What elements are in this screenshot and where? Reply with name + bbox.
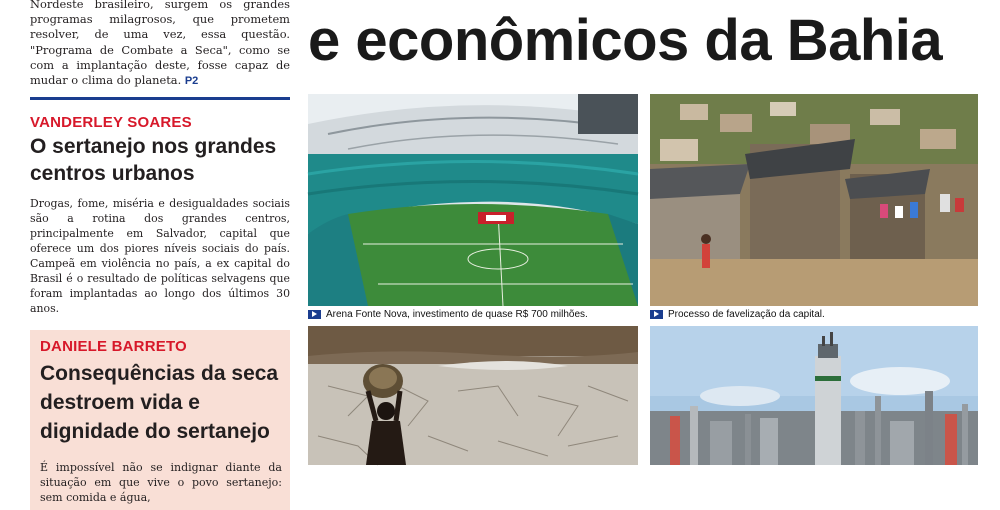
intro-text: Nordeste brasileiro, surgem os grandes programas milagrosos, que prometem resolver, de uma vez, essa questão. "Programa de Combate a Seca", como se com a implantação deste, fosse capaz de mudar o clima do planeta.: [30, 0, 290, 88]
article-title: Consequências da seca destroem vida e dignidade do sertanejo: [40, 362, 279, 444]
favela-caption: [650, 309, 825, 320]
refinery-photo: [650, 326, 978, 465]
page-reference[interactable]: P2: [184, 75, 199, 88]
main-headline-text: e econômicos da Bahia: [308, 8, 943, 73]
article-body: Drogas, fome, miséria e desigualdades sociais são a rotina dos grandes centros, principalmente em Salvador, capital que oferece um dos piores níveis sociais do país. Campeã em violência no país, a ex capital do Brasil é o resultado de políticas selvagens que foram implantadas ao longo dos últimos 30 anos.: [30, 197, 290, 315]
intro-paragraph: [30, 0, 290, 89]
article-author: VANDERLEY SOARES: [30, 114, 192, 132]
caption-text: Processo de favelização da capital.: [668, 309, 825, 320]
article-sertanejo-urbano: [30, 114, 290, 316]
caption-arrow-icon: [650, 310, 663, 319]
article-consequencias-seca: [30, 330, 290, 510]
left-column: [30, 0, 290, 505]
stadium-photo: [308, 94, 638, 306]
caption-text: Arena Fonte Nova, investimento de quase R$ 700 milhões.: [326, 309, 588, 320]
article-body: É impossível não se indignar diante da situação em que vive o povo sertanejo: sem comida e água,: [40, 461, 282, 505]
favela-photo: [650, 94, 978, 306]
article-title: O sertanejo nos grandes centros urbanos: [30, 135, 277, 186]
caption-arrow-icon: [308, 310, 321, 319]
main-headline: [308, 0, 988, 88]
section-divider: [30, 97, 290, 100]
drought-photo: [308, 326, 638, 465]
article-author: DANIELE BARRETO: [40, 338, 187, 356]
stadium-caption: [308, 309, 588, 320]
